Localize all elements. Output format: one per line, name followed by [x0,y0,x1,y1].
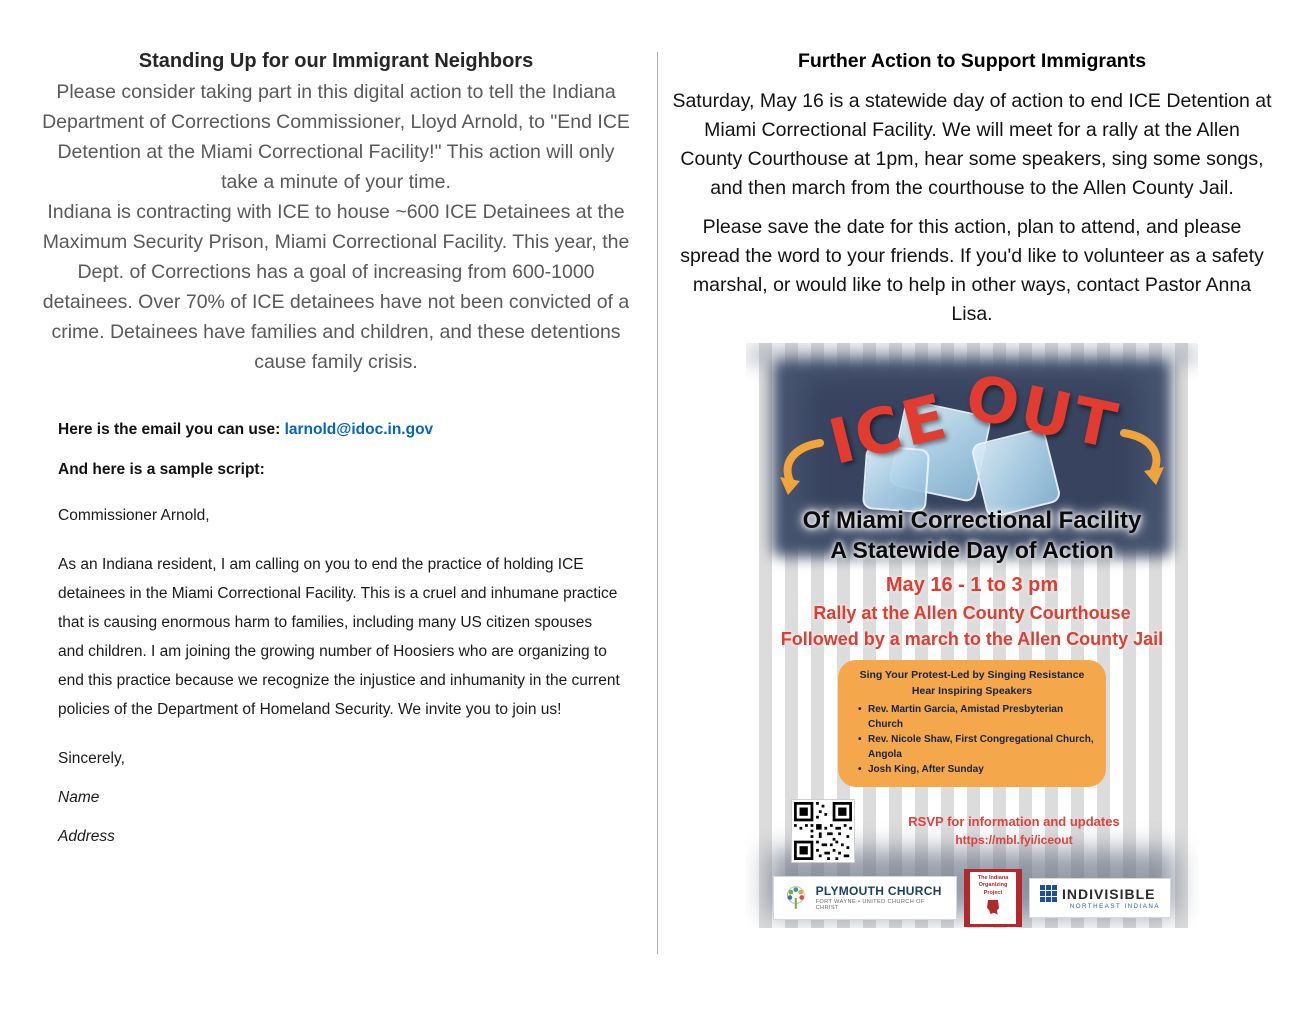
left-section-title: Standing Up for our Immigrant Neighbors [138,50,534,72]
speaker-list [850,702,1094,777]
ice-out-flyer [746,343,1198,928]
intro-paragraph-2: Indiana is contracting with ICE to house ~600 ICE Detainees at the Maximum Security Prison, Miami Correctional Facility. This year, the Dept. of Corrections has a goal of increasing from 600-1000 detainees. Over 70% of ICE detainees have not been convicted of a crime. Detainees have families and children, and these detentions cause family crisis. [42,201,630,373]
iop-line-2: Organizing [978,882,1008,889]
qr-code [792,800,854,862]
plymouth-church-subtitle: FORT WAYNE • UNITED CHURCH OF CHRIST [815,899,925,911]
further-action-section [672,50,1272,928]
email-label: Here is the email you can use: [58,421,281,438]
iop-line-1: The Indiana [977,874,1009,881]
email-line [40,421,632,439]
indiana-organizing-project-logo [964,869,1022,927]
flyer-subtitle-facility: Of Miami Correctional Facility [802,507,1142,534]
indivisible-region: NORTHEAST INDIANA [1069,903,1160,910]
script-body: As an Indiana resident, I am calling on you to end the practice of holding ICE detainees in the Miami Correctional Facility. This is a cruel and inhumane practice that is causing enormous harm to families, including many US citizen spouses and children. I am joining the growing number of Hoosiers who are organizing to end this practice because we recognize the injustice and inhumanity in the current policies of the Department of Homeland Security. We invite you to join us! [58,556,620,718]
indivisible-name: INDIVISIBLE [1062,885,1156,902]
flyer-date-line: May 16 - 1 to 3 pm [885,574,1059,596]
headline-word-ice: ICE [821,379,956,479]
signature-address-placeholder: Address [58,828,115,845]
flyer-rally-line: Rally at the Allen County Courthouse [813,603,1131,623]
rsvp-text [854,812,1174,848]
action-paragraph-1: Saturday, May 16 is a statewide day of action to end ICE Detention at Miami Correctional Facility. We will meet for a rally at the Allen County Courthouse at 1pm, hear some speakers, sing some songs, and then march from the courthouse to the Allen County Jail. [672,90,1272,199]
right-section-title: Further Action to Support Immigrants [797,50,1147,72]
sample-script-label: And here is a sample script: [58,461,265,478]
speaker-item: • Rev. Martin Garcia, Amistad Presbyterian Church [858,702,1094,732]
signature-name-placeholder: Name [58,789,100,806]
plymouth-church-text [816,884,948,911]
flyer-program-box [838,660,1106,787]
rsvp-url: https://mbl.fyi/iceout [955,832,1073,847]
program-line-1: Sing Your Protest-Led by Singing Resistance [859,669,1085,681]
plymouth-church-icon [782,884,810,912]
flyer-subtitle-statewide: A Statewide Day of Action [830,537,1114,563]
indivisible-row [1040,885,1160,902]
action-paragraph-2: Please save the date for this action, plan to attend, and please spread the word to your friends. If you'd like to volunteer as a safety marshal, or would like to help in other ways, contact Pastor Anna Lisa. [680,216,1264,325]
curved-arrow-left-icon [774,437,824,497]
speaker-item: • Josh King, After Sunday [858,762,1094,777]
indivisible-logo [1030,879,1170,917]
rsvp-line-1: RSVP for information and updates [908,814,1120,830]
iop-line-3: Project [983,889,1003,896]
script-salutation: Commissioner Arnold, [58,507,210,524]
indiana-organizing-project-card [970,872,1016,924]
plymouth-church-logo [774,877,956,919]
rsvp-row [746,799,1198,863]
flyer-march-line: Followed by a march to the Allen County Jail [780,629,1164,649]
curved-arrow-right-icon [1120,427,1170,487]
program-line-2: Hear Inspiring Speakers [911,684,1033,697]
email-link[interactable]: larnold@idoc.in.gov [284,421,434,438]
speaker-item: • Rev. Nicole Shaw, First Congregational Church, Angola [858,732,1094,762]
digital-action-section [40,50,632,851]
indivisible-grid-icon [1040,885,1057,902]
plymouth-church-name: PLYMOUTH CHURCH [815,884,942,898]
column-divider [657,52,658,954]
flyer-logos-row [746,869,1198,927]
intro-paragraph-1: Please consider taking part in this digital action to tell the Indiana Department of Corrections Commissioner, Lloyd Arnold, to "End ICE Detention at the Miami Correctional Facility!" This action will only take a minute of your time. [42,81,630,193]
script-closing: Sincerely, [58,750,125,767]
indiana-state-icon [987,900,1000,915]
headline-word-out: OUT [959,359,1126,464]
